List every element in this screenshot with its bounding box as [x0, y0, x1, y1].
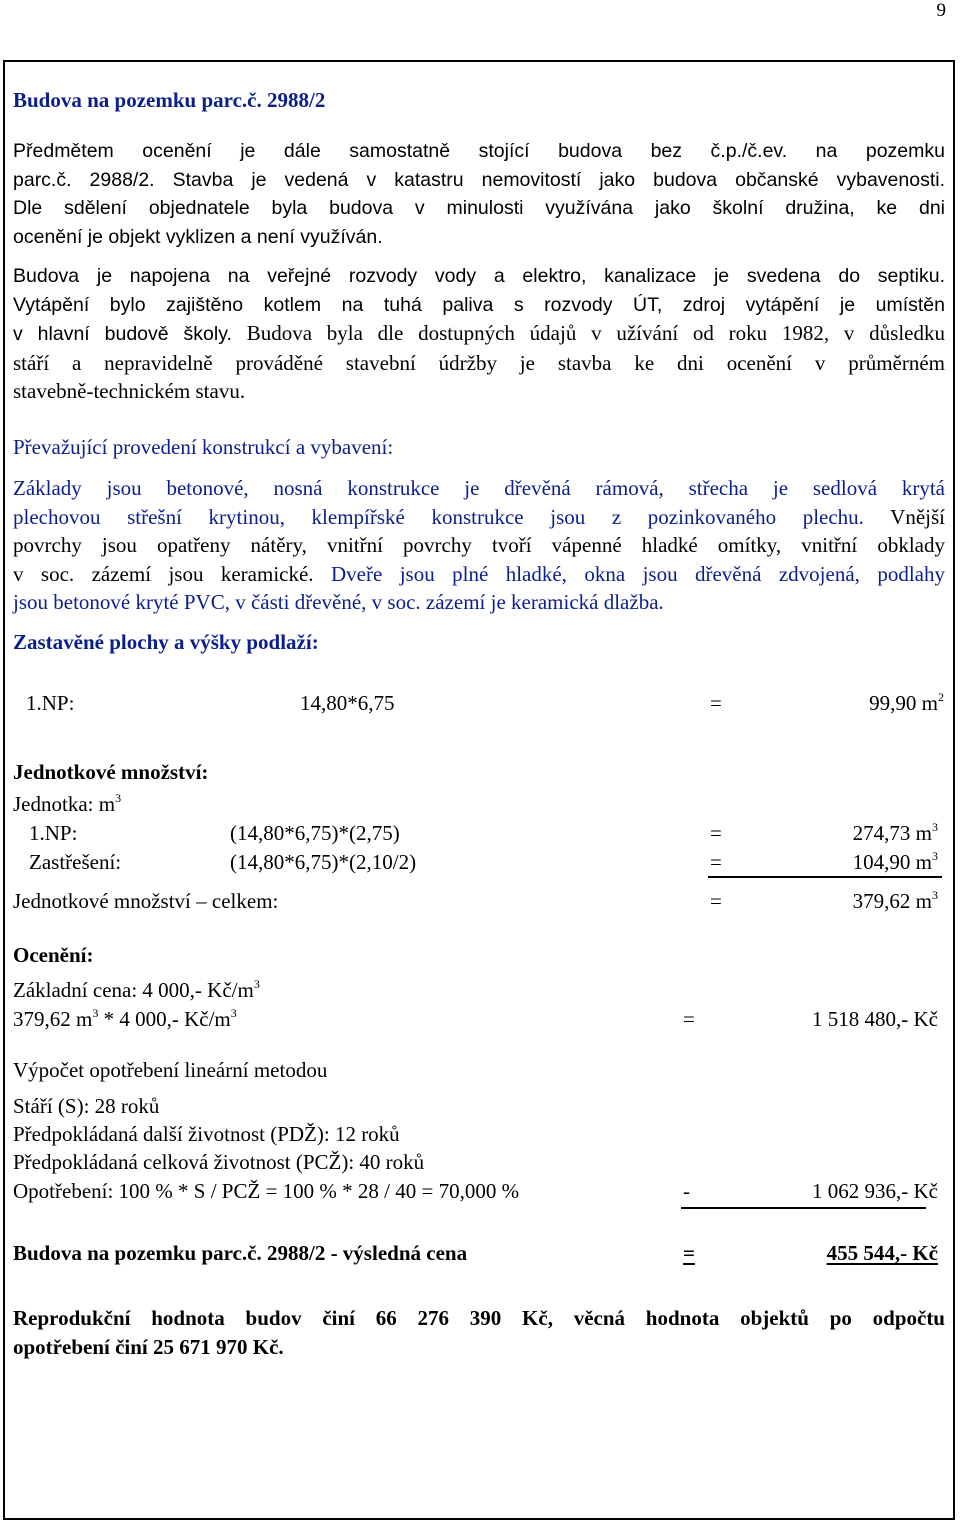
utilities-line: stáří a nepravidelně prováděné stavební údržby je stavba ke dni ocenění v průměrném — [13, 350, 945, 375]
areas-label: 1.NP: — [26, 691, 75, 715]
units-total-value — [760, 887, 938, 915]
summary-line: opotřebení činí 25 671 970 Kč. — [13, 1334, 284, 1359]
units-total-label: Jednotkové množství – celkem: — [13, 889, 279, 913]
utilities-line3-serif: Budova byla dle dostupných údajů v užívání od roku 1982, v důsledku — [231, 321, 945, 345]
result-eq: = — [683, 1241, 695, 1265]
base-calc-exp2: 3 — [230, 1006, 237, 1020]
base-calc-a: 379,62 m — [13, 1007, 93, 1031]
utilities-line: Budova je napojena na veřejné rozvody vody a elektro, kanalizace je svedena do septiku. — [13, 265, 945, 287]
base-price — [13, 976, 260, 1004]
unit-label-text: Jednotka: m — [13, 792, 116, 816]
unit-label — [13, 790, 121, 818]
wear-rule — [681, 1207, 926, 1209]
construction-line4a: v soc. zázemí jsou keramické. — [13, 561, 314, 586]
total-life-line: Předpokládaná celková životnost (PCŽ): 40 roků — [13, 1150, 425, 1174]
areas-eq: = — [710, 691, 722, 715]
units-sum-rule — [708, 876, 942, 878]
units-row-eq: = — [710, 850, 722, 874]
construction-line: jsou betonové kryté PVC, v části dřevěné, v soc. zázemí je keramická dlažba. — [13, 590, 664, 614]
units-total-value-text: 379,62 m — [852, 889, 932, 913]
units-row-formula: (14,80*6,75)*(2,75) — [230, 821, 400, 845]
result-value: 455 544,- Kč — [826, 1241, 938, 1265]
age-line: Stáří (S): 28 roků — [13, 1094, 160, 1118]
base-calc-b: * 4 000,- Kč/m — [98, 1007, 231, 1031]
utilities-line: Vytápění bylo zajištěno kotlem na tuhá paliva s rozvody ÚT, zdroj vytápění je umístěn — [13, 293, 945, 316]
intro-paragraph — [13, 137, 945, 251]
areas-value-text: 99,90 m — [869, 691, 938, 715]
base-price-text: Základní cena: 4 000,- Kč/m — [13, 978, 254, 1002]
utilities-paragraph-cont — [13, 319, 945, 406]
units-row-label: Zastřešení: — [29, 850, 122, 874]
result-label: Budova na pozemku parc.č. 2988/2 - výsledná cena — [13, 1241, 468, 1265]
construction-line: povrchy jsou opatřeny nátěry, vnitřní povrchy tvoří vápenné hladké omítky, vnitřní obklady — [13, 533, 945, 557]
units-row-label: 1.NP: — [29, 821, 78, 845]
units-total-eq: = — [710, 889, 722, 913]
construction-line-mixed — [13, 560, 945, 589]
base-calc — [13, 1005, 237, 1033]
depreciation-heading: Výpočet opotřebení lineární metodou — [13, 1058, 328, 1082]
intro-line: Předmětem ocenění je dále samostatně stojící budova bez č.p./č.ev. na pozemku — [13, 140, 945, 162]
units-row-eq: = — [710, 821, 722, 845]
areas-formula: 14,80*6,75 — [300, 691, 395, 715]
intro-line: ocenění je objekt vyklizen a není využíván. — [13, 225, 383, 248]
construction-line2b: Vnější — [863, 504, 945, 529]
remaining-life-line: Předpokládaná další životnost (PDŽ): 12 roků — [13, 1122, 400, 1146]
areas-heading: Zastavěné plochy a výšky podlaží: — [13, 630, 319, 654]
units-row-value-exp: 3 — [932, 820, 938, 834]
valuation-heading: Ocenění: — [13, 943, 94, 967]
construction-line-mixed — [13, 503, 945, 532]
areas-value-exp: 2 — [938, 690, 944, 704]
base-calc-eq: = — [683, 1007, 695, 1031]
units-row-value — [760, 848, 938, 876]
units-row-value-text: 274,73 m — [852, 821, 932, 845]
wear-line: Opotřebení: 100 % * S / PCŽ = 100 % * 28 / 40 = 70,000 % — [13, 1179, 520, 1203]
utilities-paragraph — [13, 262, 945, 319]
wear-sign: - — [683, 1179, 690, 1203]
construction-heading: Převažující provedení konstrukcí a vybavení: — [13, 435, 394, 459]
unit-label-exp: 3 — [115, 791, 122, 805]
construction-line4b: Dveře jsou plné hladké, okna jsou dřevěná zdvojená, podlahy — [313, 561, 945, 586]
section-title: Budova na pozemku parc.č. 2988/2 — [13, 88, 326, 112]
construction-paragraph — [13, 474, 945, 617]
base-calc-exp1: 3 — [92, 1006, 99, 1020]
construction-line2a: plechovou střešní krytinou, klempířské konstrukce jsou z pozinkovaného plechu. — [13, 504, 864, 529]
units-heading: Jednotkové množství: — [13, 760, 209, 784]
units-row-formula: (14,80*6,75)*(2,10/2) — [230, 850, 417, 874]
base-price-exp: 3 — [253, 977, 260, 991]
units-row-value-text: 104,90 m — [852, 850, 932, 874]
summary-line: Reprodukční hodnota budov činí 66 276 390 Kč, věcná hodnota objektů po odpočtu — [13, 1306, 945, 1330]
intro-line: Dle sdělení objednatele byla budova v minulosti využívána jako školní družina, ke dni — [13, 197, 945, 219]
wear-value: 1 062 936,- Kč — [812, 1179, 938, 1203]
areas-value — [760, 689, 944, 717]
base-calc-value: 1 518 480,- Kč — [812, 1007, 938, 1031]
utilities-line-mixed — [13, 319, 945, 349]
utilities-line3-sans: v hlavní budově školy. — [13, 323, 232, 345]
intro-line: parc.č. 2988/2. Stavba je vedená v katastru nemovitostí jako budova občanské vybavenosti. — [13, 168, 945, 191]
construction-line: Základy jsou betonové, nosná konstrukce je dřevěná rámová, střecha je sedlová krytá — [13, 476, 945, 500]
units-total-value-exp: 3 — [932, 888, 938, 902]
summary-paragraph — [13, 1304, 945, 1361]
page-number: 9 — [936, 0, 946, 21]
units-row-value — [760, 819, 938, 847]
units-row-value-exp: 3 — [932, 849, 938, 863]
utilities-line: stavebně-technickém stavu. — [13, 379, 246, 403]
